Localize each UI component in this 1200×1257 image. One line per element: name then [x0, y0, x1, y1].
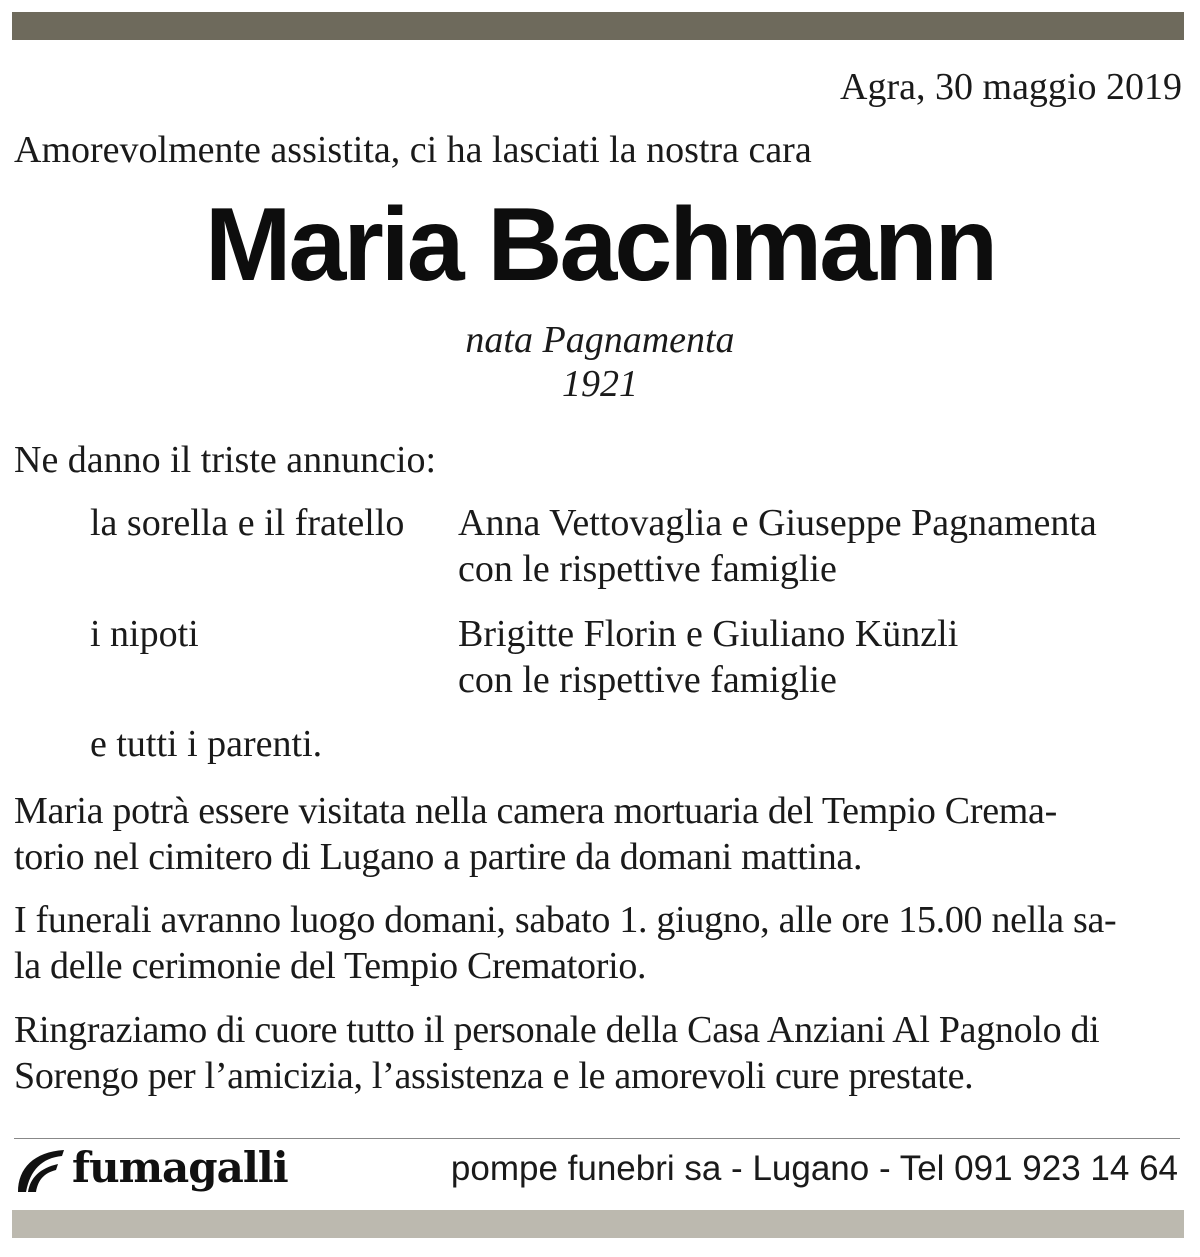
paragraph-line: torio nel cimitero di Lugano a partire da domani mattina. — [14, 836, 863, 878]
swoosh-icon — [14, 1146, 66, 1194]
logo-wordmark: fumagalli — [72, 1143, 288, 1192]
paragraph-line: Maria potrà essere visitata nella camera mortuaria del Tempio Crema- — [14, 790, 1057, 832]
paragraph-line: Sorengo per l’amicizia, l’assistenza e le amorevoli cure prestate. — [14, 1055, 974, 1097]
paragraph-line: la delle cerimonie del Tempio Crematorio. — [14, 945, 647, 987]
birth-year: 1921 — [562, 363, 638, 405]
paragraph-line: Ringraziamo di cuore tutto il personale della Casa Anziani Al Pagnolo di — [14, 1009, 1100, 1051]
top-bar — [12, 12, 1184, 40]
announcement-lead: Ne danno il triste annuncio: — [14, 439, 437, 481]
intro-line: Amorevolmente assistita, ci ha lasciati la nostra cara — [14, 129, 812, 171]
funeral-paragraph — [14, 897, 1186, 989]
date-line: Agra, 30 maggio 2019 — [840, 66, 1182, 108]
bottom-bar — [12, 1210, 1184, 1238]
footer-contact: pompe funebri sa - Lugano - Tel 091 923 14 64 — [450, 1149, 1178, 1188]
relative-names-line: Anna Vettovaglia e Giuseppe Pagnamenta — [458, 502, 1097, 544]
maiden-name: nata Pagnamenta — [465, 319, 735, 361]
thanks-paragraph — [14, 1007, 1186, 1099]
relative-names-line: Brigitte Florin e Giuliano Künzli — [458, 613, 959, 655]
visit-paragraph — [14, 788, 1186, 880]
other-relatives: e tutti i parenti. — [90, 723, 323, 765]
relative-names-line: con le rispettive famiglie — [458, 659, 837, 701]
footer-divider — [14, 1138, 1180, 1139]
deceased-name: Maria Bachmann — [204, 187, 996, 303]
relative-label-siblings: la sorella e il fratello — [90, 502, 405, 544]
relative-names-line: con le rispettive famiglie — [458, 548, 837, 590]
relative-label-nephews: i nipoti — [90, 613, 199, 655]
paragraph-line: I funerali avranno luogo domani, sabato 1. giugno, alle ore 15.00 nella sa- — [14, 899, 1117, 941]
relative-names-nephews — [458, 611, 958, 703]
relative-names-siblings — [458, 500, 1097, 592]
